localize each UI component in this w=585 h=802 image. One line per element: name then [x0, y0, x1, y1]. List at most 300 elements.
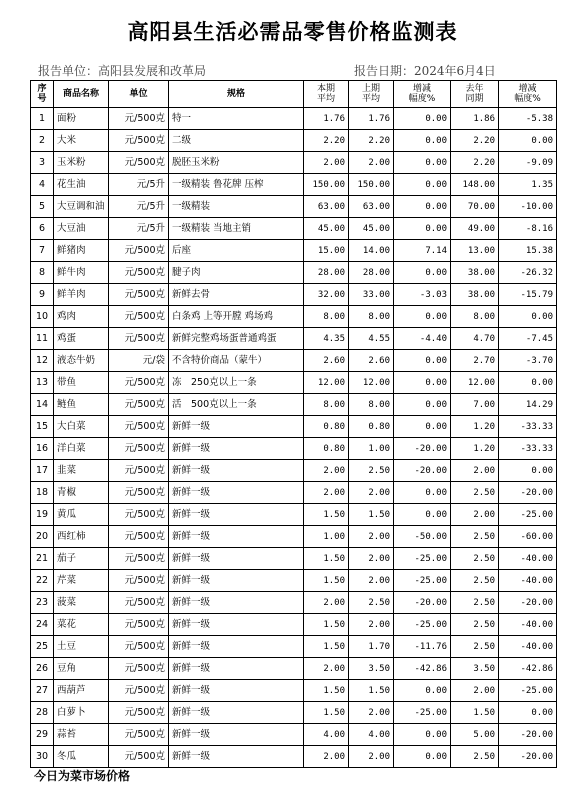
cell-last-year: 13.00	[451, 240, 499, 262]
table-row	[31, 746, 557, 768]
footnote: 今日为菜市场价格	[34, 769, 131, 783]
cell-seq: 2	[31, 130, 54, 152]
cell-seq: 5	[31, 196, 54, 218]
cell-name: 鸡蛋	[54, 328, 109, 350]
cell-seq: 17	[31, 460, 54, 482]
cell-current: 1.50	[304, 702, 349, 724]
cell-spec: 新鲜一级	[169, 614, 304, 636]
cell-seq: 29	[31, 724, 54, 746]
cell-last-year: 2.50	[451, 526, 499, 548]
table-row	[31, 680, 557, 702]
cell-seq: 22	[31, 570, 54, 592]
cell-name: 豆角	[54, 658, 109, 680]
cell-spec: 新鲜去骨	[169, 284, 304, 306]
cell-previous: 2.50	[349, 460, 394, 482]
cell-spec: 新鲜一级	[169, 482, 304, 504]
header-change-line2: 幅度%	[408, 94, 436, 104]
cell-yoy-change: 15.38	[499, 240, 557, 262]
table-row	[31, 174, 557, 196]
cell-spec: 一级精装 当地主销	[169, 218, 304, 240]
cell-unit: 元/500克	[109, 504, 169, 526]
cell-name: 白萝卜	[54, 702, 109, 724]
table-row	[31, 482, 557, 504]
cell-change: 0.00	[394, 306, 451, 328]
cell-seq: 18	[31, 482, 54, 504]
table-row	[31, 438, 557, 460]
cell-current: 2.60	[304, 350, 349, 372]
cell-last-year: 5.00	[451, 724, 499, 746]
cell-spec: 活 500克以上一条	[169, 394, 304, 416]
table-row	[31, 658, 557, 680]
cell-seq: 26	[31, 658, 54, 680]
cell-seq: 12	[31, 350, 54, 372]
table-row	[31, 504, 557, 526]
cell-previous: 2.00	[349, 548, 394, 570]
cell-last-year: 2.20	[451, 130, 499, 152]
cell-change: -25.00	[394, 548, 451, 570]
table-row	[31, 548, 557, 570]
cell-yoy-change: 0.00	[499, 306, 557, 328]
cell-unit: 元/500克	[109, 680, 169, 702]
table-row	[31, 130, 557, 152]
cell-last-year: 2.50	[451, 746, 499, 768]
report-unit: 报告单位：高阳县发展和改革局	[38, 64, 207, 78]
cell-last-year: 8.00	[451, 306, 499, 328]
cell-name: 韭菜	[54, 460, 109, 482]
cell-previous: 1.50	[349, 504, 394, 526]
cell-change: 0.00	[394, 394, 451, 416]
cell-change: 0.00	[394, 504, 451, 526]
cell-unit: 元/500克	[109, 702, 169, 724]
table-row	[31, 350, 557, 372]
table-row	[31, 724, 557, 746]
cell-name: 鲜牛肉	[54, 262, 109, 284]
cell-seq: 4	[31, 174, 54, 196]
cell-yoy-change: -20.00	[499, 746, 557, 768]
cell-current: 15.00	[304, 240, 349, 262]
cell-previous: 28.00	[349, 262, 394, 284]
table-row	[31, 592, 557, 614]
table-row	[31, 240, 557, 262]
cell-seq: 16	[31, 438, 54, 460]
cell-name: 青椒	[54, 482, 109, 504]
cell-spec: 新鲜一级	[169, 460, 304, 482]
cell-seq: 8	[31, 262, 54, 284]
cell-seq: 3	[31, 152, 54, 174]
cell-current: 0.80	[304, 416, 349, 438]
cell-previous: 33.00	[349, 284, 394, 306]
cell-seq: 21	[31, 548, 54, 570]
cell-change: 0.00	[394, 196, 451, 218]
cell-unit: 元/500克	[109, 284, 169, 306]
cell-last-year: 2.00	[451, 504, 499, 526]
cell-name: 液态牛奶	[54, 350, 109, 372]
cell-current: 1.50	[304, 636, 349, 658]
cell-previous: 2.00	[349, 570, 394, 592]
cell-current: 12.00	[304, 372, 349, 394]
cell-previous: 2.50	[349, 592, 394, 614]
cell-last-year: 70.00	[451, 196, 499, 218]
cell-name: 茄子	[54, 548, 109, 570]
header-yoy-change	[499, 81, 557, 108]
cell-spec: 新鲜一级	[169, 504, 304, 526]
cell-last-year: 2.00	[451, 680, 499, 702]
cell-change: 0.00	[394, 218, 451, 240]
cell-seq: 24	[31, 614, 54, 636]
cell-previous: 4.55	[349, 328, 394, 350]
cell-change: 0.00	[394, 372, 451, 394]
cell-name: 洋白菜	[54, 438, 109, 460]
header-current-line2: 平均	[316, 94, 335, 104]
cell-current: 2.20	[304, 130, 349, 152]
cell-current: 45.00	[304, 218, 349, 240]
cell-previous: 1.76	[349, 108, 394, 130]
cell-previous: 3.50	[349, 658, 394, 680]
cell-change: 0.00	[394, 746, 451, 768]
cell-change: 0.00	[394, 482, 451, 504]
cell-previous: 8.00	[349, 394, 394, 416]
cell-current: 0.80	[304, 438, 349, 460]
cell-last-year: 7.00	[451, 394, 499, 416]
cell-name: 蒜苔	[54, 724, 109, 746]
cell-last-year: 12.00	[451, 372, 499, 394]
cell-yoy-change: -25.00	[499, 680, 557, 702]
cell-change: 0.00	[394, 108, 451, 130]
cell-spec: 新鲜完整鸡场蛋普通鸡蛋	[169, 328, 304, 350]
table-row	[31, 196, 557, 218]
table-body	[31, 108, 557, 768]
cell-current: 1.50	[304, 680, 349, 702]
cell-unit: 元/500克	[109, 262, 169, 284]
cell-change: -20.00	[394, 460, 451, 482]
cell-yoy-change: -33.33	[499, 438, 557, 460]
cell-name: 西葫芦	[54, 680, 109, 702]
cell-spec: 新鲜一级	[169, 592, 304, 614]
cell-yoy-change: -5.38	[499, 108, 557, 130]
cell-current: 2.00	[304, 482, 349, 504]
cell-spec: 新鲜一级	[169, 570, 304, 592]
cell-current: 1.50	[304, 570, 349, 592]
table-row	[31, 218, 557, 240]
cell-spec: 新鲜一级	[169, 416, 304, 438]
cell-last-year: 148.00	[451, 174, 499, 196]
cell-unit: 元/500克	[109, 416, 169, 438]
cell-spec: 腱子肉	[169, 262, 304, 284]
cell-yoy-change: -40.00	[499, 548, 557, 570]
cell-spec: 新鲜一级	[169, 680, 304, 702]
header-yoy-change-line2: 幅度%	[514, 94, 541, 104]
cell-current: 150.00	[304, 174, 349, 196]
cell-yoy-change: 0.00	[499, 130, 557, 152]
header-seq-line2: 号	[37, 94, 47, 104]
cell-change: -4.40	[394, 328, 451, 350]
cell-yoy-change: -20.00	[499, 592, 557, 614]
cell-seq: 20	[31, 526, 54, 548]
cell-yoy-change: -20.00	[499, 482, 557, 504]
cell-unit: 元/500克	[109, 460, 169, 482]
cell-yoy-change: -40.00	[499, 636, 557, 658]
cell-spec: 特一	[169, 108, 304, 130]
table-row	[31, 262, 557, 284]
cell-previous: 1.50	[349, 680, 394, 702]
cell-last-year: 2.70	[451, 350, 499, 372]
cell-change: 0.00	[394, 130, 451, 152]
cell-unit: 元/袋	[109, 350, 169, 372]
cell-spec: 后座	[169, 240, 304, 262]
table-row	[31, 372, 557, 394]
cell-seq: 10	[31, 306, 54, 328]
table-row	[31, 702, 557, 724]
header-spec: 规格	[169, 81, 304, 108]
cell-name: 面粉	[54, 108, 109, 130]
cell-yoy-change: -20.00	[499, 724, 557, 746]
cell-current: 2.00	[304, 592, 349, 614]
cell-last-year: 38.00	[451, 262, 499, 284]
cell-last-year: 2.50	[451, 548, 499, 570]
cell-change: -42.86	[394, 658, 451, 680]
cell-name: 鲜羊肉	[54, 284, 109, 306]
cell-previous: 2.00	[349, 526, 394, 548]
cell-yoy-change: 0.00	[499, 372, 557, 394]
cell-unit: 元/500克	[109, 328, 169, 350]
cell-change: 0.00	[394, 680, 451, 702]
table-row	[31, 152, 557, 174]
cell-last-year: 2.50	[451, 614, 499, 636]
cell-spec: 新鲜一级	[169, 702, 304, 724]
table-row	[31, 394, 557, 416]
cell-change: 0.00	[394, 152, 451, 174]
header-yoy-change-line1: 增减	[518, 84, 537, 94]
cell-name: 大豆调和油	[54, 196, 109, 218]
cell-name: 鸡肉	[54, 306, 109, 328]
cell-name: 土豆	[54, 636, 109, 658]
cell-last-year: 1.20	[451, 416, 499, 438]
table-header-row	[31, 81, 557, 108]
cell-unit: 元/500克	[109, 108, 169, 130]
table-row	[31, 328, 557, 350]
cell-change: -3.03	[394, 284, 451, 306]
cell-spec: 一级精装	[169, 196, 304, 218]
header-change	[394, 81, 451, 108]
cell-yoy-change: -7.45	[499, 328, 557, 350]
cell-unit: 元/500克	[109, 592, 169, 614]
cell-current: 1.50	[304, 614, 349, 636]
cell-last-year: 1.50	[451, 702, 499, 724]
cell-previous: 45.00	[349, 218, 394, 240]
cell-previous: 2.60	[349, 350, 394, 372]
cell-last-year: 2.50	[451, 592, 499, 614]
cell-change: -11.76	[394, 636, 451, 658]
cell-last-year: 2.50	[451, 482, 499, 504]
cell-unit: 元/500克	[109, 724, 169, 746]
cell-previous: 2.00	[349, 614, 394, 636]
cell-name: 大米	[54, 130, 109, 152]
cell-change: -50.00	[394, 526, 451, 548]
cell-name: 鲢鱼	[54, 394, 109, 416]
cell-previous: 63.00	[349, 196, 394, 218]
cell-yoy-change: -42.86	[499, 658, 557, 680]
header-seq	[31, 81, 54, 108]
table-row	[31, 306, 557, 328]
header-current	[304, 81, 349, 108]
cell-name: 菠菜	[54, 592, 109, 614]
cell-unit: 元/500克	[109, 746, 169, 768]
header-last-year	[451, 81, 499, 108]
table-row	[31, 416, 557, 438]
cell-spec: 新鲜一级	[169, 636, 304, 658]
cell-seq: 14	[31, 394, 54, 416]
cell-last-year: 1.86	[451, 108, 499, 130]
cell-name: 大豆油	[54, 218, 109, 240]
cell-current: 28.00	[304, 262, 349, 284]
cell-last-year: 2.00	[451, 460, 499, 482]
cell-change: 0.00	[394, 724, 451, 746]
cell-yoy-change: -40.00	[499, 614, 557, 636]
cell-seq: 19	[31, 504, 54, 526]
cell-unit: 元/500克	[109, 438, 169, 460]
cell-current: 8.00	[304, 394, 349, 416]
cell-unit: 元/500克	[109, 152, 169, 174]
cell-unit: 元/500克	[109, 658, 169, 680]
cell-last-year: 3.50	[451, 658, 499, 680]
cell-previous: 1.00	[349, 438, 394, 460]
cell-change: -25.00	[394, 702, 451, 724]
cell-change: 0.00	[394, 416, 451, 438]
report-date: 报告日期：2024年6月4日	[354, 64, 496, 78]
cell-unit: 元/500克	[109, 526, 169, 548]
cell-unit: 元/5升	[109, 196, 169, 218]
cell-previous: 1.70	[349, 636, 394, 658]
cell-previous: 12.00	[349, 372, 394, 394]
cell-seq: 11	[31, 328, 54, 350]
cell-change: 0.00	[394, 262, 451, 284]
table-row	[31, 108, 557, 130]
cell-spec: 新鲜一级	[169, 526, 304, 548]
page-title: 高阳县生活必需品零售价格监测表	[127, 20, 458, 44]
cell-change: -20.00	[394, 592, 451, 614]
header-last-year-line2: 同期	[465, 94, 484, 104]
cell-unit: 元/500克	[109, 240, 169, 262]
cell-unit: 元/500克	[109, 130, 169, 152]
cell-change: 0.00	[394, 174, 451, 196]
cell-name: 冬瓜	[54, 746, 109, 768]
cell-previous: 8.00	[349, 306, 394, 328]
header-previous-line2: 平均	[361, 94, 380, 104]
cell-last-year: 4.70	[451, 328, 499, 350]
cell-current: 32.00	[304, 284, 349, 306]
cell-yoy-change: -15.79	[499, 284, 557, 306]
cell-yoy-change: -33.33	[499, 416, 557, 438]
cell-current: 4.00	[304, 724, 349, 746]
cell-last-year: 2.20	[451, 152, 499, 174]
cell-seq: 30	[31, 746, 54, 768]
cell-seq: 23	[31, 592, 54, 614]
cell-current: 4.35	[304, 328, 349, 350]
cell-unit: 元/500克	[109, 614, 169, 636]
cell-seq: 9	[31, 284, 54, 306]
cell-unit: 元/500克	[109, 482, 169, 504]
cell-change: 0.00	[394, 350, 451, 372]
cell-spec: 新鲜一级	[169, 746, 304, 768]
table-row	[31, 284, 557, 306]
cell-previous: 2.00	[349, 702, 394, 724]
cell-change: -20.00	[394, 438, 451, 460]
cell-spec: 新鲜一级	[169, 548, 304, 570]
header-last-year-line1: 去年	[465, 84, 484, 94]
cell-name: 带鱼	[54, 372, 109, 394]
header-previous-line1: 上期	[361, 84, 380, 94]
cell-spec: 新鲜一级	[169, 724, 304, 746]
cell-current: 1.00	[304, 526, 349, 548]
cell-seq: 1	[31, 108, 54, 130]
cell-unit: 元/5升	[109, 218, 169, 240]
cell-spec: 新鲜一级	[169, 438, 304, 460]
cell-unit: 元/500克	[109, 372, 169, 394]
cell-spec: 脱胚玉米粉	[169, 152, 304, 174]
header-change-line1: 增减	[412, 84, 431, 94]
cell-previous: 150.00	[349, 174, 394, 196]
cell-spec: 白条鸡 上等开膛 鸡场鸡	[169, 306, 304, 328]
cell-current: 2.00	[304, 746, 349, 768]
cell-previous: 4.00	[349, 724, 394, 746]
cell-yoy-change: 0.00	[499, 702, 557, 724]
cell-yoy-change: 0.00	[499, 460, 557, 482]
cell-current: 2.00	[304, 460, 349, 482]
cell-name: 鲜猪肉	[54, 240, 109, 262]
table-row	[31, 636, 557, 658]
cell-yoy-change: -26.32	[499, 262, 557, 284]
cell-seq: 15	[31, 416, 54, 438]
cell-yoy-change: 14.29	[499, 394, 557, 416]
cell-spec: 一级精装 鲁花牌 压榨	[169, 174, 304, 196]
cell-yoy-change: -60.00	[499, 526, 557, 548]
cell-last-year: 49.00	[451, 218, 499, 240]
cell-last-year: 2.50	[451, 570, 499, 592]
cell-yoy-change: -8.16	[499, 218, 557, 240]
cell-current: 1.76	[304, 108, 349, 130]
cell-unit: 元/500克	[109, 548, 169, 570]
cell-unit: 元/500克	[109, 306, 169, 328]
cell-name: 菜花	[54, 614, 109, 636]
cell-change: -25.00	[394, 614, 451, 636]
cell-yoy-change: -25.00	[499, 504, 557, 526]
cell-unit: 元/500克	[109, 636, 169, 658]
cell-yoy-change: -40.00	[499, 570, 557, 592]
price-table	[30, 80, 557, 768]
cell-yoy-change: 1.35	[499, 174, 557, 196]
cell-last-year: 1.20	[451, 438, 499, 460]
cell-seq: 25	[31, 636, 54, 658]
cell-seq: 6	[31, 218, 54, 240]
cell-previous: 2.00	[349, 482, 394, 504]
cell-change: -25.00	[394, 570, 451, 592]
cell-previous: 2.00	[349, 746, 394, 768]
header-current-line1: 本期	[316, 84, 335, 94]
cell-name: 玉米粉	[54, 152, 109, 174]
cell-yoy-change: -9.09	[499, 152, 557, 174]
cell-spec: 二级	[169, 130, 304, 152]
cell-change: 7.14	[394, 240, 451, 262]
header-seq-line1: 序	[37, 84, 47, 94]
cell-previous: 2.20	[349, 130, 394, 152]
cell-seq: 27	[31, 680, 54, 702]
cell-current: 8.00	[304, 306, 349, 328]
cell-name: 黄瓜	[54, 504, 109, 526]
cell-previous: 2.00	[349, 152, 394, 174]
table-row	[31, 570, 557, 592]
cell-unit: 元/500克	[109, 570, 169, 592]
header-previous	[349, 81, 394, 108]
